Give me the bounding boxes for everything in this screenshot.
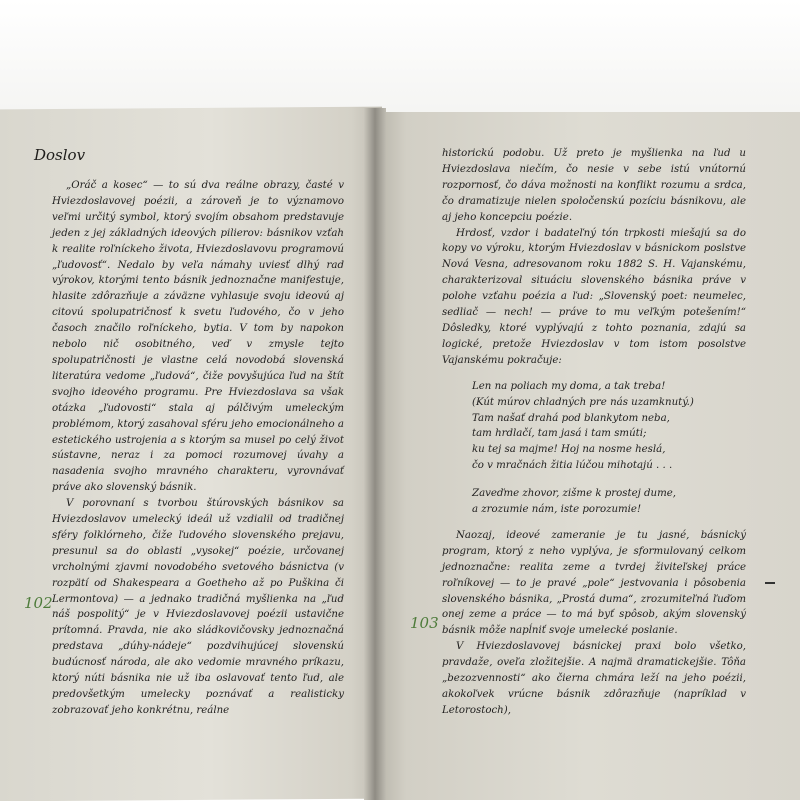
left-text-column xyxy=(52,178,344,719)
poem-line: Len na poliach my doma, a tak treba! xyxy=(472,380,666,392)
poem-line: Tam našať drahá pod blankytom neba, xyxy=(472,412,670,424)
right-text-column xyxy=(442,146,746,719)
paragraph: „Oráč a kosec“ — to sú dva reálne obrazy, časté v Hviezdoslavovej poézii, a zároveň je to významovo veľmi určitý symbol, ktorý svojím obsahom predstavuje jeden z jej základných ideových pilierov: básnikov vzťah k realite roľníckeho života, Hviezdoslavovu programovú „ľudovosť“. Nedalo by veľa námahy uviesť dlhý rad výrokov, ktorými tento básnik jednoznačne manifestuje, hlasite zdôrazňuje a záväzne vyhlasuje svoju ideovú aj citovú spolupatričnosť k svetu ľudového, čo v jeho časoch značilo roľníckeho, bytia. V tom by napokon nebolo nič osobitného, veď v zmysle tejto spolupatričnosti je vlastne celá novodobá slovenská literatúra vedome „ľudová“, čiže povyšujúca ľud na štít svojho ideového programu. Pre Hviezdoslava sa však otázka „ľudovosti“ stala aj pálčivým umeleckým problémom, ktorý zasahoval sféru jeho emocionálneho a estetického ustrojenia a s ktorým sa musel po celý život sústavne, neraz i za pomoci rozumovej úvahy a nasadenia svojho mravného charakteru, vyrovnávať práve ako slovenský básnik. xyxy=(52,180,344,494)
poem-line: (Kút múrov chladných pre nás uzamknutý.) xyxy=(472,396,694,408)
paragraph: Naozaj, ideové zameranie je tu jasné, básnický program, ktorý z neho vyplýva, je sformulovaný celkom jednoznačne: realita zeme a tvrdej živiteľskej práce roľníkovej — to je pravé „pole“ jestvovania i pôsobenia slovenského básnika, „Prostá duma“, zrozumiteľná ľuďom onej zeme a práce — to má byť spôsob, akým slovenský básnik môže napĺniť svoje umelecké poslanie. xyxy=(442,529,746,637)
paragraph: historickú podobu. Už preto je myšlienka na ľud u Hviezdoslava niečím, čo nesie v sebe istú vnútornú rozpornosť, čo dáva možnosti na konflikt rozumu a srdca, čo dramatizuje nielen spoločenskú pozíciu básnikovu, ale aj jeho koncepciu poézie. xyxy=(442,148,746,223)
margin-mark xyxy=(765,582,775,584)
book-spine xyxy=(364,108,386,800)
paragraph: V porovnaní s tvorbou štúrovských básnikov sa Hviezdoslavov umelecký ideál už vzdialil od tradičnej sféry folklórneho, čiže ľudového slovenského prejavu, presunul sa do oblasti „vysokej“ poézie, určovanej vrcholnými zjavmi novodobého svetového básnictva (v rozpätí od Shakespeara a Goetheho až po Puškina či Lermontova) — a jednako tradičná myšlienka na „ľud náš pospolitý“ je v Hviezdoslavovej poézii ustavične prítomná. Pravda, nie ako sládkovičovsky jednoznačná predstava „dúhy-nádeje“ pozdvihujúcej slovenskú budúcnosť národa, ale ako vedomie mravného príkazu, ktorý núti básnika nie už iba oslavovať tento ľud, ale predovšetkým umelecky poznávať a realisticky zobrazovať jeho konkrétnu, reálne xyxy=(52,498,344,716)
paragraph: V Hviezdoslavovej básnickej praxi bolo všetko, pravdaže, oveľa zložitejšie. A najmä dramatickejšie. Tôňa „bezozvennosti“ ako čierna chmára leží na jeho poézii, akokoľvek vrúcne básnik zdôrazňuje (napríklad v Letorostoch), xyxy=(442,641,746,716)
stanza-gap xyxy=(472,474,746,486)
poem-line: ku tej sa majme! Hoj na nosme heslá, xyxy=(472,444,666,456)
page-number-left: 102 xyxy=(24,594,53,612)
poem-line: tam hrdlačí, tam jasá i tam smúti; xyxy=(472,428,647,440)
poem-line: a zrozumie nám, iste porozumie! xyxy=(472,504,642,516)
poem-quote xyxy=(472,379,746,518)
paragraph: Hrdosť, vzdor i badateľný tón trpkosti miešajú sa do kopy vo výroku, ktorým Hviezdoslav v básnickom poslstve Nová Vesna, adresovanom roku 1882 S. H. Vajanskému, charakterizoval situáciu slovenského básnika práve v polohe vzťahu poézia a ľud: „Slovenský poet: neumelec, sedliač — nech! — práve to mu veľkým potešením!“ Dôsledky, ktoré vyplývajú z tohto poznania, zdajú sa logické, pretože Hviezdoslav v tom istom posolstve Vajanskému pokračuje: xyxy=(442,227,746,366)
background-wall xyxy=(0,0,800,120)
poem-line: Zaveďme zhovor, zišme k prostej dume, xyxy=(472,488,677,500)
chapter-heading: Doslov xyxy=(34,146,86,164)
poem-line: čo v mračnách žitia lúčou mihotajú . . . xyxy=(472,460,673,472)
page-number-right: 103 xyxy=(410,614,439,632)
